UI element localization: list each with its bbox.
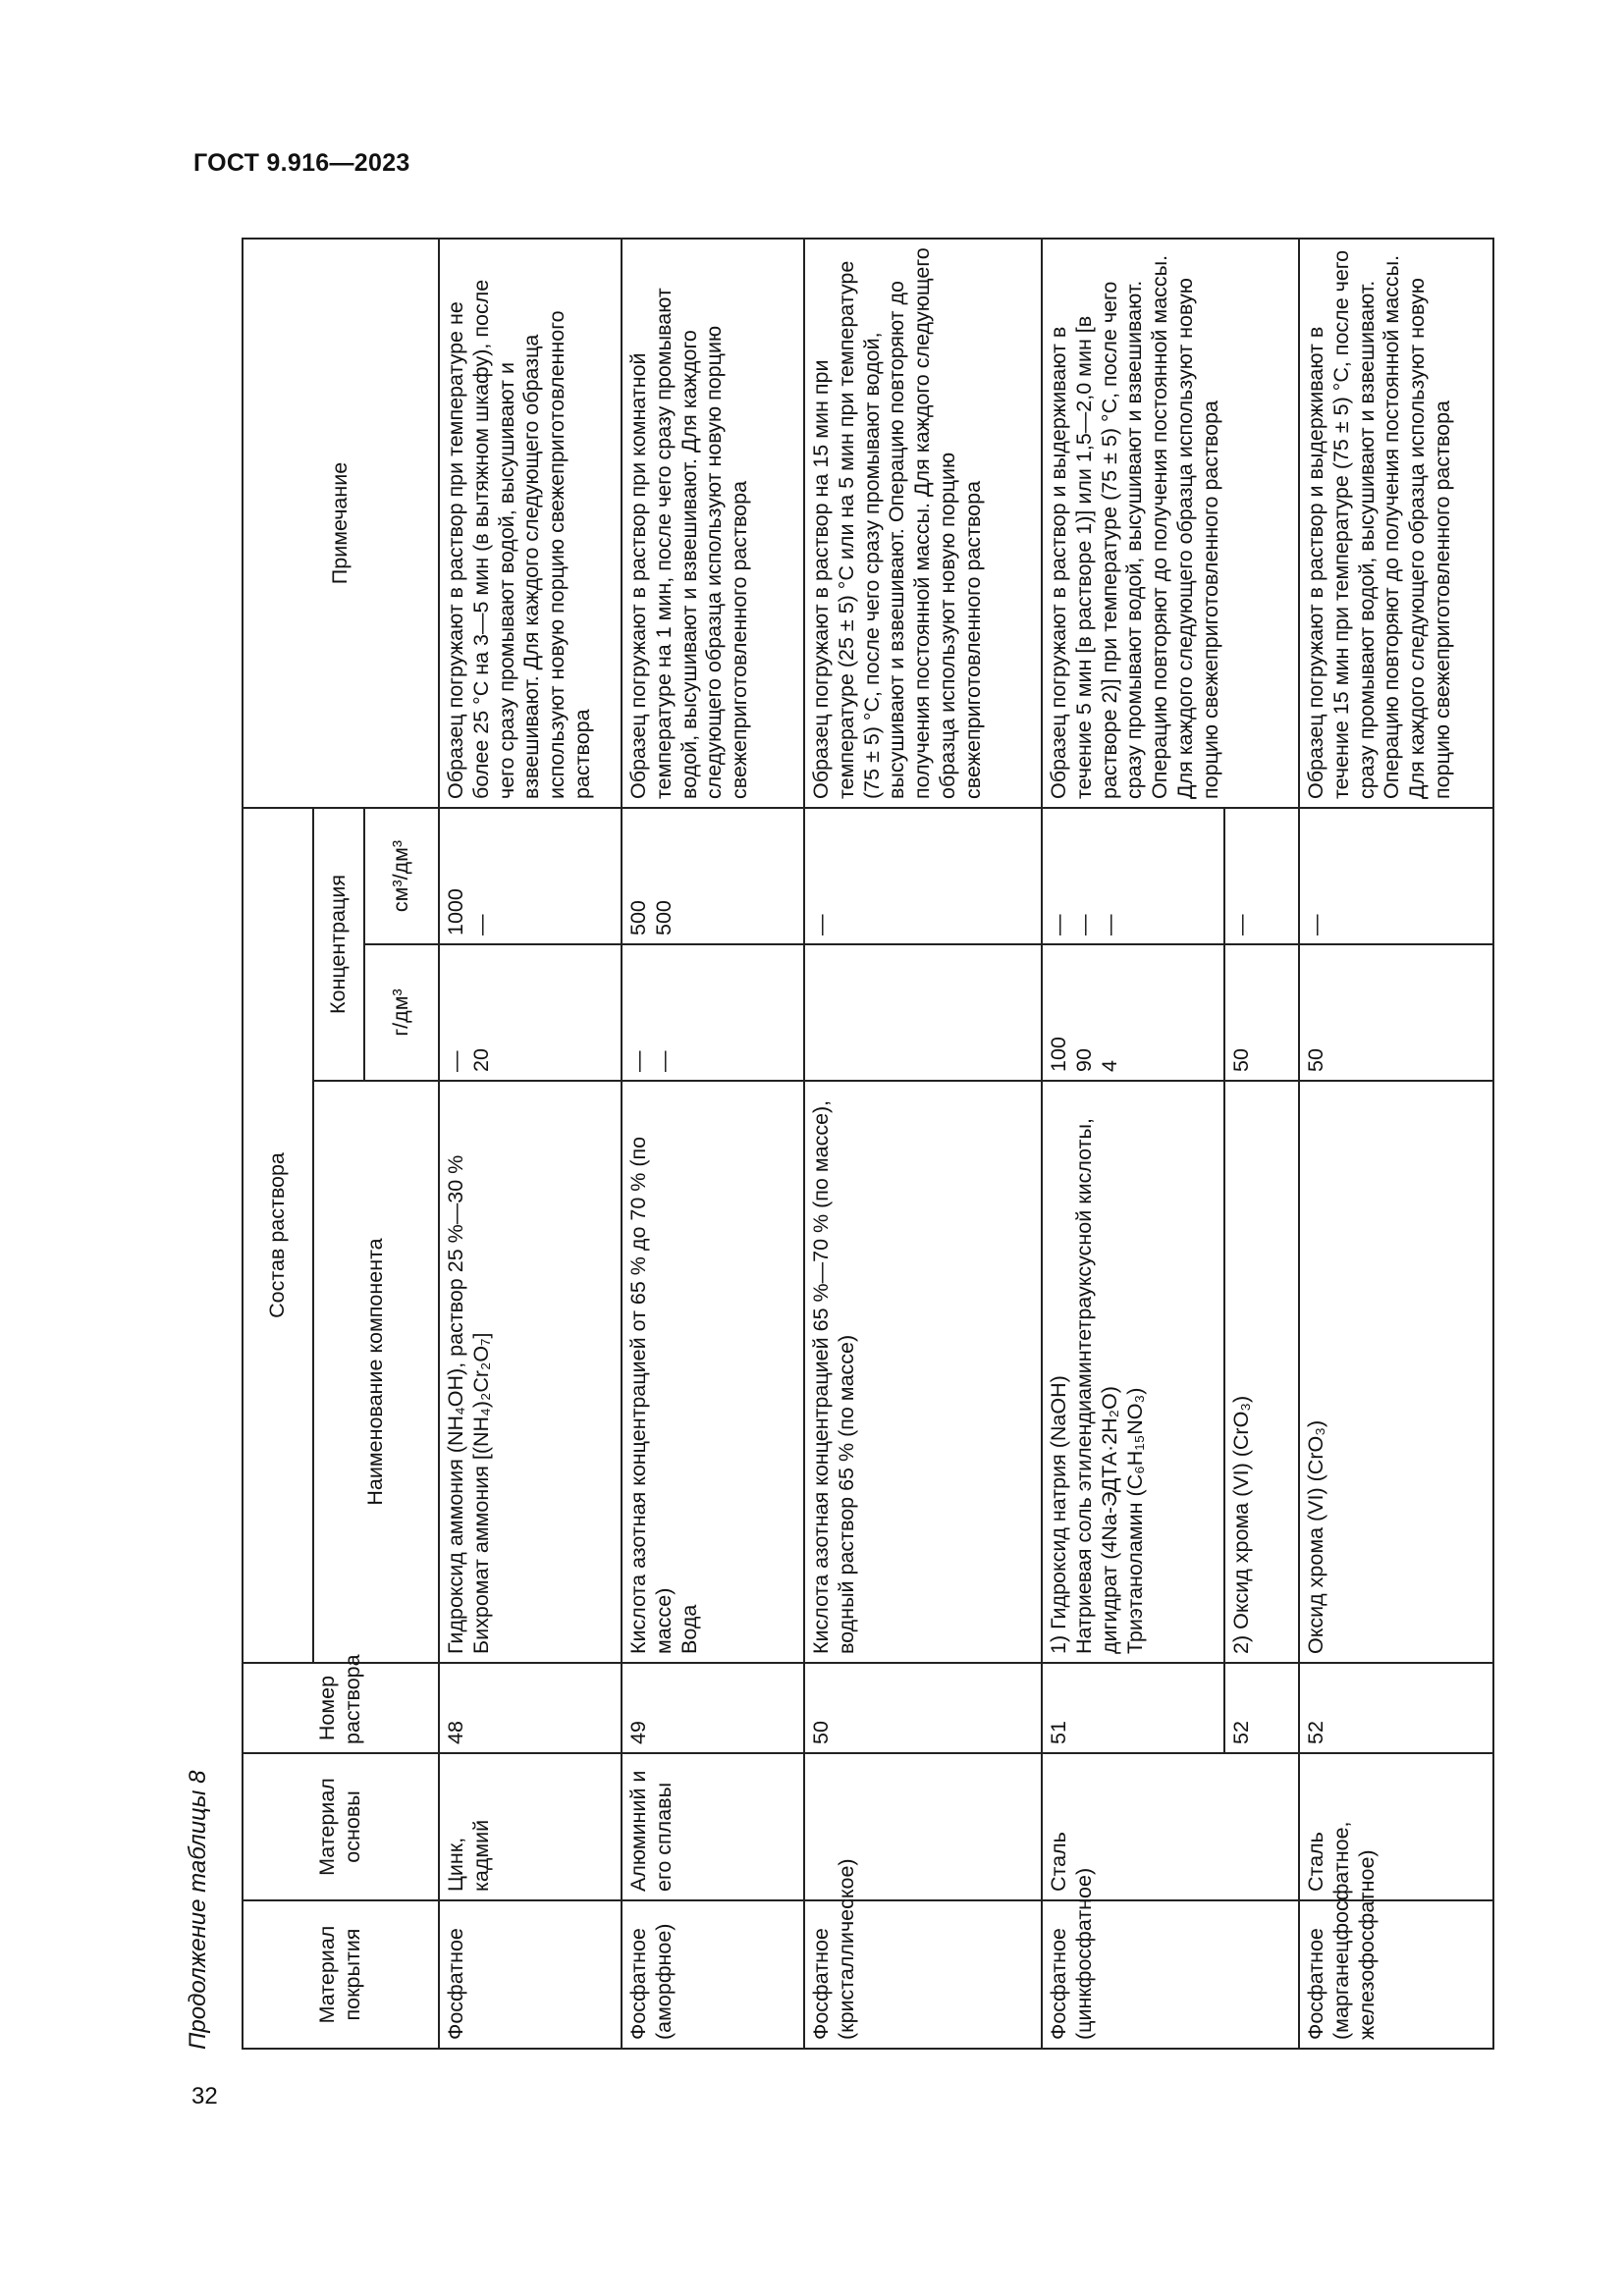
cell-cm3-dm3 bbox=[1299, 808, 1493, 944]
table-row bbox=[622, 239, 804, 2049]
cell-g-dm3 bbox=[1224, 944, 1299, 1081]
component-line: Кислота азотная концентрацией 65 %—70 % (по массе), водный раствор 65 % (по массе) bbox=[809, 1099, 858, 1654]
header-note: Примечание bbox=[243, 239, 439, 808]
cell-g-dm3 bbox=[1299, 944, 1493, 1081]
page-number: 32 bbox=[191, 2083, 218, 2109]
cell-g-dm3 bbox=[804, 944, 1042, 1081]
cell-components bbox=[1042, 1081, 1224, 1663]
cm3-dm3-value: — bbox=[1304, 914, 1327, 935]
g-dm3-value: 50 bbox=[1304, 1048, 1327, 1072]
cell-solution-number: 52 bbox=[1224, 1663, 1299, 1753]
cell-solution-number: 52 bbox=[1299, 1663, 1493, 1753]
cell-cm3-dm3 bbox=[439, 808, 622, 944]
cell-coating: Фосфатное (марганецфосфатное, железофосфатное) bbox=[1299, 1900, 1493, 2049]
cell-note: Образец погружают в раствор и выдерживают в течение 15 мин при температуре (75 ± 5) °С, после чего сразу промывают водой, высушивают и взвешивают. Операцию повторяют до получения постоянной массы. Для каждого следующего образца используют новую порцию свежеприготовленного раствора bbox=[1299, 239, 1493, 808]
header-composition: Состав раствора bbox=[243, 808, 313, 1663]
header-concentration: Концентрация bbox=[313, 808, 364, 1081]
component-line: Оксид хрома (VI) (CrO₃) bbox=[1304, 1419, 1327, 1654]
rotated-table-wrapper bbox=[242, 240, 1485, 2050]
cell-components bbox=[804, 1081, 1042, 1663]
table-row bbox=[804, 239, 1042, 2049]
cell-base: Цинк, кадмий bbox=[439, 1753, 622, 1900]
cell-coating: Фосфатное (кристаллическое) bbox=[804, 1900, 1042, 2049]
header-unit-cm: см³/дм³ bbox=[364, 808, 439, 944]
cell-note: Образец погружают в раствор при комнатной температуре на 1 мин, после чего сразу промывают водой, высушивают и взвешивают. Для каждого следующего образца используют новую порцию свежеприготовленного раствора bbox=[622, 239, 804, 808]
composition-table bbox=[242, 238, 1494, 2050]
cell-cm3-dm3 bbox=[622, 808, 804, 944]
cell-g-dm3 bbox=[1042, 944, 1224, 1081]
cm3-dm3-value: — bbox=[809, 914, 833, 935]
cell-components bbox=[1224, 1081, 1299, 1663]
component-line: 2) Оксид хрома (VI) (CrO₃) bbox=[1229, 1395, 1253, 1654]
header-solution-number: Номер раствора bbox=[243, 1663, 439, 1753]
header-base: Материал основы bbox=[243, 1753, 439, 1900]
header-unit-g: г/дм³ bbox=[364, 944, 439, 1081]
g-dm3-value: 90 bbox=[1072, 1048, 1096, 1072]
cell-cm3-dm3 bbox=[1042, 808, 1224, 944]
cell-solution-number: 50 bbox=[804, 1663, 1042, 1753]
cm3-dm3-value: — bbox=[1229, 914, 1253, 935]
cell-components bbox=[439, 1081, 622, 1663]
cell-coating: Фосфатное (аморфное) bbox=[622, 1900, 804, 2049]
cell-solution-number: 49 bbox=[622, 1663, 804, 1753]
g-dm3-value: 20 bbox=[469, 1048, 493, 1072]
g-dm3-value: — bbox=[444, 1050, 467, 1072]
cell-base: Сталь bbox=[1042, 1753, 1299, 1900]
component-line: Триэтаноламин (C₆H₁₅NO₃) bbox=[1122, 1387, 1147, 1654]
cell-coating: Фосфатное bbox=[439, 1900, 622, 2049]
cell-components bbox=[1299, 1081, 1493, 1663]
g-dm3-value bbox=[809, 953, 835, 1072]
table-row bbox=[439, 239, 622, 2049]
header-component-name: Наименование компонента bbox=[313, 1081, 439, 1663]
cell-note: Образец погружают в раствор на 15 мин при температуре (25 ± 5) °С или на 5 мин при температуре (75 ± 5) °С, после чего сразу промывают водой, высушивают и взвешивают. Операцию повторяют до получения постоянной массы. Для каждого следующего образца используют новую порцию свежеприготовленного раствора bbox=[804, 239, 1042, 808]
cm3-dm3-value: — bbox=[469, 914, 493, 935]
cell-solution-number: 48 bbox=[439, 1663, 622, 1753]
component-line: Кислота азотная концентрацией от 65 % до 70 % (по массе) bbox=[626, 1136, 676, 1654]
table-row bbox=[1042, 239, 1224, 2049]
cell-components bbox=[622, 1081, 804, 1663]
cell-note: Образец погружают в раствор при температуре не более 25 °С на 3—5 мин (в вытяжном шкафу), после чего сразу промывают водой, высушивают и взвешивают. Для каждого следующего образца используют новую порцию свежеприготовленного раствора bbox=[439, 239, 622, 808]
cm3-dm3-value: 1000 bbox=[444, 888, 467, 935]
cell-note: Образец погружают в раствор и выдерживают в течение 5 мин [в растворе 1)] или 1,5—2,0 мин [в растворе 2)] при температуре (75 ± 5) °С, после чего сразу промывают водой, высушивают и взвешивают. Операцию повторяют до получения постоянной массы. Для каждого следующего образца используют новую порцию свежеприготовленного раствора bbox=[1042, 239, 1299, 808]
g-dm3-value: 50 bbox=[1229, 1048, 1253, 1072]
g-dm3-value: 100 bbox=[1047, 1037, 1070, 1072]
cell-cm3-dm3 bbox=[804, 808, 1042, 944]
g-dm3-value: 4 bbox=[1098, 1060, 1121, 1072]
table-caption: Продолжение таблицы 8 bbox=[185, 1770, 211, 2050]
cell-g-dm3 bbox=[622, 944, 804, 1081]
cell-solution-number: 51 bbox=[1042, 1663, 1224, 1753]
document-code-header: ГОСТ 9.916—2023 bbox=[193, 149, 410, 177]
cell-g-dm3 bbox=[439, 944, 622, 1081]
component-line: Бихромат аммония [(NH₄)₂Cr₂O₇] bbox=[469, 1332, 493, 1654]
cm3-dm3-value: — bbox=[1047, 914, 1070, 935]
table-row bbox=[1299, 239, 1493, 2049]
component-line: 1) Гидроксид натрия (NaOH) bbox=[1047, 1375, 1070, 1654]
cell-coating: Фосфатное (цинкфосфатное) bbox=[1042, 1900, 1299, 2049]
cell-base: Алюминий и его сплавы bbox=[622, 1753, 804, 1900]
component-line: Натриевая соль этилендиаминтетрауксусной кислоты, дигидрат (4Na-ЭДТА·2H₂O) bbox=[1072, 1118, 1121, 1654]
cm3-dm3-value: 500 bbox=[652, 900, 676, 935]
header-coating: Материал покрытия bbox=[243, 1900, 439, 2049]
cell-base: Сталь bbox=[1299, 1753, 1493, 1900]
cell-cm3-dm3 bbox=[1224, 808, 1299, 944]
component-line: Вода bbox=[677, 1604, 701, 1654]
cm3-dm3-value: — bbox=[1072, 914, 1096, 935]
g-dm3-value: — bbox=[626, 1050, 650, 1072]
g-dm3-value: — bbox=[652, 1050, 676, 1072]
cm3-dm3-value: — bbox=[1098, 914, 1121, 935]
component-line: Гидроксид аммония (NH₄OH), раствор 25 %—30 % bbox=[444, 1154, 467, 1654]
cm3-dm3-value: 500 bbox=[626, 900, 650, 935]
